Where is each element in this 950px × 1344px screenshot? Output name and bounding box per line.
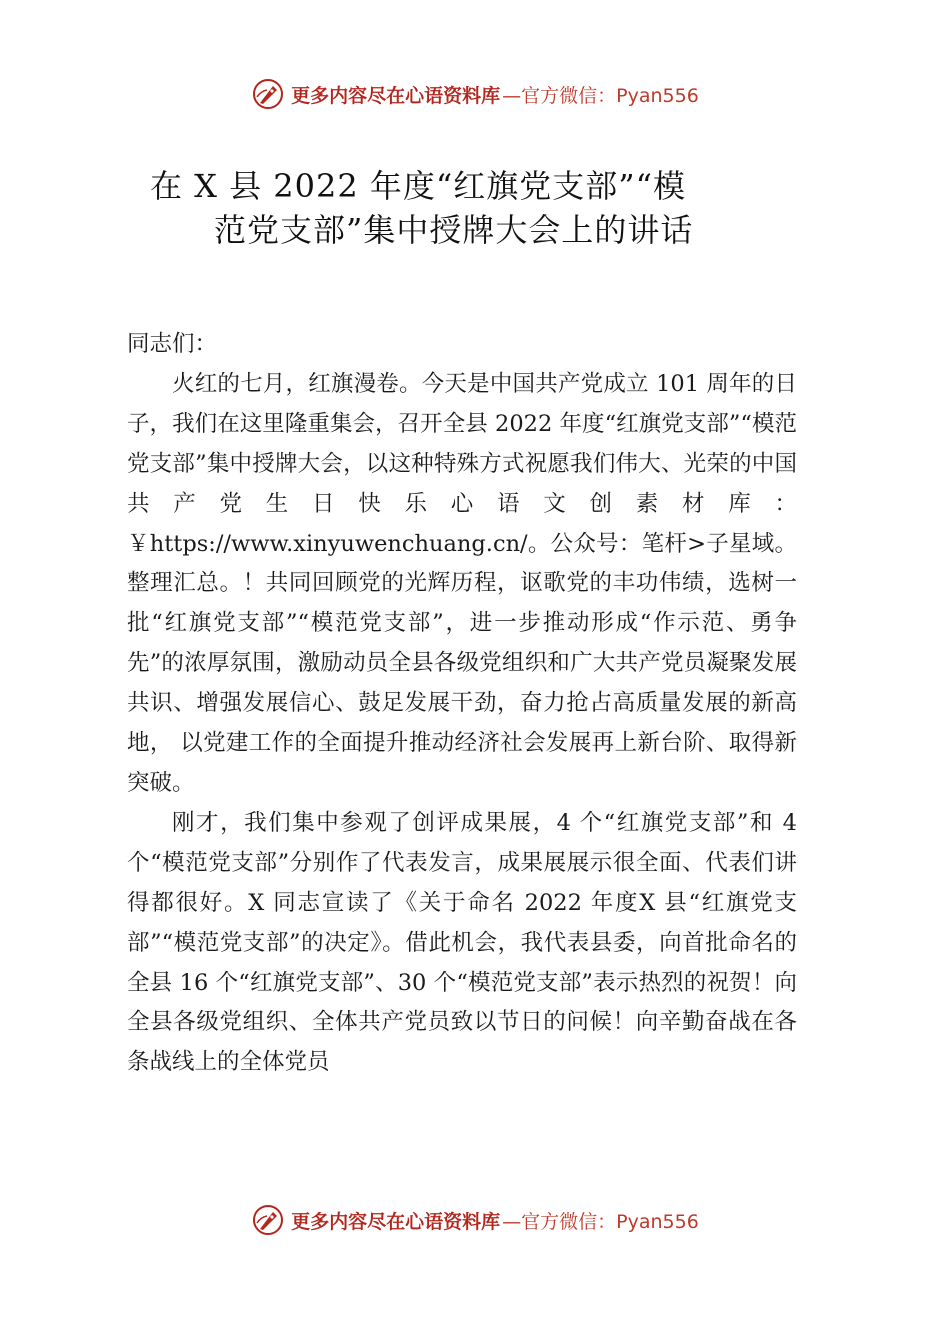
banner-wechat-text: —官方微信：Pyan556 bbox=[502, 1210, 699, 1233]
banner-main-text: 更多内容尽在心语资料库 bbox=[291, 1210, 501, 1233]
salutation: 同志们： bbox=[127, 331, 218, 357]
pen-nib-logo-icon bbox=[251, 1203, 285, 1237]
banner-wechat-text: —官方微信：Pyan556 bbox=[502, 84, 699, 107]
document-body bbox=[127, 325, 797, 1083]
title-line-2: 范党支部”集中授牌大会上的讲话 bbox=[214, 211, 694, 249]
header-banner bbox=[0, 72, 950, 116]
pen-nib-logo-icon bbox=[251, 77, 285, 111]
document-title bbox=[150, 164, 800, 252]
title-line-1: 在 X 县 2022 年度“红旗党支部”“模 bbox=[150, 167, 686, 205]
banner-main-text: 更多内容尽在心语资料库 bbox=[291, 84, 501, 107]
footer-banner bbox=[0, 1198, 950, 1242]
paragraph-2: 刚才，我们集中参观了创评成果展，4 个“红旗党支部”和 4 个“模范党支部”分别作了代表发言，成果展展示很全面、代表们讲得都很好。X 同志宣读了《关于命名 2022 年度X 县“红旗党支部”“模范党支部”的决定》。借此机会，我代表县委，向首批命名的全县 16 个“红旗党支部”、30 个“模范党支部”表示热烈的祝贺！向全县各级党组织、全体共产党员致以节日的问候！向辛勤奋战在各条战线上的全体党员 bbox=[127, 809, 797, 1076]
paragraph-1: 火红的七月，红旗漫卷。今天是中国共产党成立 101 周年的日子，我们在这里隆重集会，召开全县 2022 年度“红旗党支部”“模范党支部”集中授牌大会，以这种特殊方式祝愿我们伟大、光荣的中国共产党生日快乐心语文创素材库：￥https://www.xinyuwenchuang.cn/。公众号：笔杆>子星域。整理汇总。！共同回顾党的光辉历程，讴歌党的丰功伟绩，选树一批“红旗党支部”“模范党支部”，进一步推动形成“作示范、勇争先”的浓厚氛围，激励动员全县各级党组织和广大共产党员凝聚发展共识、增强发展信心、鼓足发展干劲，奋力抢占高质量发展的新高地， 以党建工作的全面提升推动经济社会发展再上新台阶、取得新突破。 bbox=[127, 370, 797, 796]
